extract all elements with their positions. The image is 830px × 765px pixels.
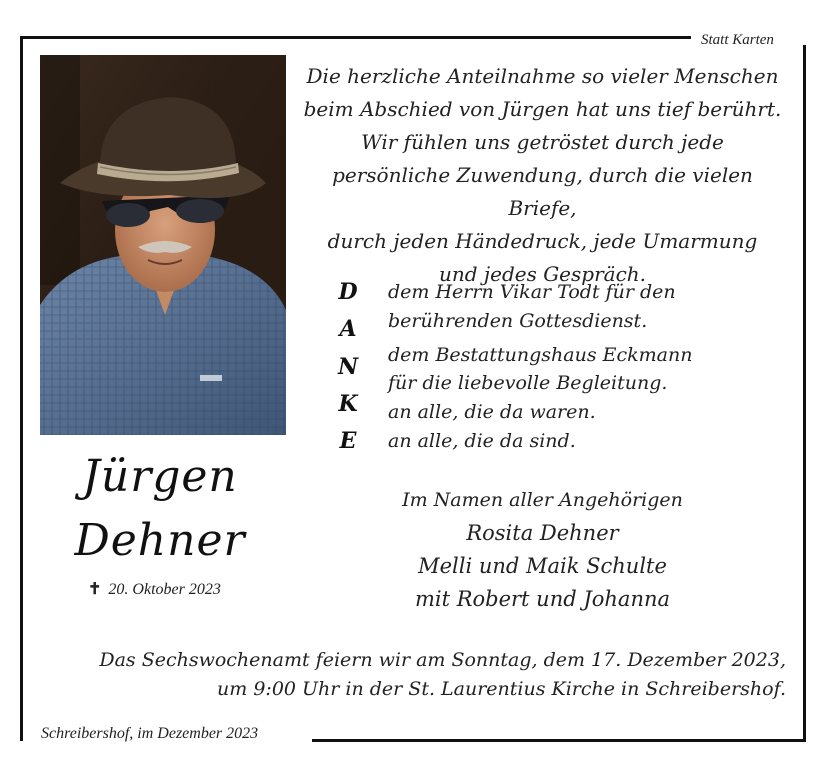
intro-line: durch jeden Händedruck, jede Umarmung	[327, 229, 758, 253]
deceased-last-name: Dehner	[74, 515, 246, 566]
intro-line: beim Abschied von Jürgen hat uns tief berührt.	[303, 97, 782, 121]
danke-letter: A	[339, 316, 357, 342]
thanks-line: an alle, die da waren.	[388, 401, 596, 423]
cross-icon: ✝	[88, 581, 102, 598]
intro-text	[300, 60, 785, 291]
closing-announcement	[99, 646, 786, 704]
intro-line: persönliche Zuwendung, durch die vielen Briefe,	[332, 163, 753, 220]
frame-left-line	[20, 36, 23, 741]
place-date-footer: Schreibershof, im Dezember 2023	[41, 725, 266, 743]
intro-line: Die herzliche Anteilnahme so vieler Menschen	[306, 64, 779, 88]
thanks-line: dem Herrn Vikar Todt für den	[388, 281, 676, 303]
frame-top-line	[20, 36, 691, 39]
signoff-block	[350, 484, 735, 616]
intro-line: Wir fühlen uns getröstet durch jede	[361, 130, 724, 154]
frame-bottom-line	[312, 739, 806, 742]
closing-line: um 9:00 Uhr in der St. Laurentius Kirche in Schreibershof.	[217, 678, 786, 700]
danke-letter: N	[338, 354, 359, 380]
thanks-line: für die liebevolle Begleitung.	[388, 372, 668, 394]
thanks-line: dem Bestattungshaus Eckmann	[388, 344, 693, 366]
signoff-line: Im Namen aller Angehörigen	[402, 489, 683, 511]
signoff-name: Rosita Dehner	[466, 521, 619, 545]
closing-line: Das Sechswochenamt feiern wir am Sonntag, dem 17. Dezember 2023,	[99, 649, 786, 671]
signoff-name: Melli und Maik Schulte	[418, 554, 667, 578]
statt-karten-label: Statt Karten	[701, 32, 774, 48]
thanks-line: berührenden Gottesdienst.	[388, 310, 648, 332]
danke-letter: D	[338, 279, 358, 305]
signoff-name: mit Robert und Johanna	[414, 587, 671, 611]
thanks-line: an alle, die da sind.	[388, 430, 576, 452]
frame-right-line	[803, 45, 806, 742]
danke-letter: E	[339, 428, 357, 454]
death-date	[88, 579, 221, 599]
deceased-first-name: Jürgen	[82, 451, 238, 502]
portrait-photo	[40, 55, 286, 435]
death-date-text: 20. Oktober 2023	[108, 581, 221, 598]
danke-letter: K	[338, 391, 358, 417]
intro-line: und jedes Gespräch.	[438, 262, 647, 286]
